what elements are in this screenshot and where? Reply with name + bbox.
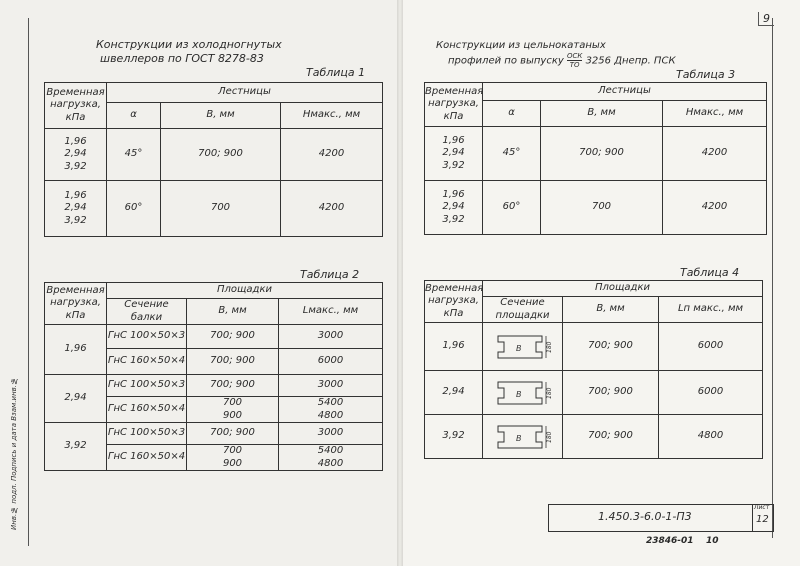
table4-l-header: Lп макс., мм [659, 297, 763, 323]
table4-section-profile [483, 323, 563, 371]
table1-loads: 1,96 2,94 3,92 [45, 129, 107, 181]
table2-section: ГнС 100×50×3 [107, 375, 187, 397]
table2-b: 700; 900 [187, 423, 279, 445]
table2-l: 3000 [279, 423, 383, 445]
profile-section-icon [492, 422, 554, 452]
profile-h-label: 180 [545, 431, 553, 443]
sheet-number: 12 [756, 514, 769, 525]
page-number: 9 [758, 12, 774, 26]
table4-b-header: В, мм [563, 297, 659, 323]
table-row [425, 371, 763, 415]
table-row [45, 325, 383, 349]
sheet-label: Лист [754, 504, 770, 511]
right-title-line1: Конструкции из цельнокатаных [436, 40, 606, 51]
profile-b-label: В [515, 433, 521, 443]
left-title-line2: швеллеров по ГОСТ 8278-83 [100, 52, 264, 65]
table3-loads: 1,96 2,94 3,92 [425, 127, 483, 181]
table2-l: 5400 4800 [279, 397, 383, 423]
table2-b: 700 900 [187, 397, 279, 423]
table4-load: 1,96 [425, 323, 483, 371]
table2-load: 1,96 [45, 325, 107, 375]
table3-load-header: Временная нагрузка, кПа [425, 83, 483, 127]
table4-l: 6000 [659, 323, 763, 371]
table2-l: 6000 [279, 349, 383, 375]
table1-alpha: 45° [107, 129, 161, 181]
table4-caption: Таблица 4 [680, 266, 740, 279]
table1-loads: 1,96 2,94 3,92 [45, 181, 107, 237]
table-row [45, 129, 383, 181]
profile-h-label: 180 [545, 341, 553, 353]
table-row [425, 127, 767, 181]
right-title-line2: профилей по выпуску ОСК ТО 3256 Днепр. ПСК [448, 52, 676, 69]
table-row [425, 323, 763, 371]
table2 [44, 282, 383, 471]
profile-section-icon [492, 332, 554, 362]
table3-alpha: 60° [483, 181, 541, 235]
title-fraction-den: ТО [569, 61, 580, 69]
table3-alpha-header: α [483, 101, 541, 127]
table2-section: ГнС 160×50×4 [107, 397, 187, 423]
table-row [45, 375, 383, 397]
left-title-line1: Конструкции из холодногнутых [96, 38, 282, 51]
table1-load-header: Временная нагрузка, кПа [45, 83, 107, 129]
table2-b-header: В, мм [187, 299, 279, 325]
table4-l: 6000 [659, 371, 763, 415]
table3-group-header: Лестницы [483, 83, 767, 101]
table2-b: 700; 900 [187, 349, 279, 375]
title-fraction-num: ОСК [567, 52, 583, 60]
profile-h-label: 180 [545, 387, 553, 399]
table2-caption: Таблица 2 [300, 268, 360, 281]
table2-l-header: Lмакс., мм [279, 299, 383, 325]
doc-code: 1.450.3-6.0-1-П3 [598, 510, 692, 523]
table1-group-header: Лестницы [107, 83, 383, 103]
table2-section: ГнС 100×50×3 [107, 423, 187, 445]
table2-section: ГнС 160×50×4 [107, 349, 187, 375]
table2-b: 700; 900 [187, 375, 279, 397]
table1-b-header: В, мм [161, 103, 281, 129]
table2-section-header: Сечение балки [107, 299, 187, 325]
archive-suffix: 10 [706, 536, 719, 546]
table3 [424, 82, 767, 235]
table4-section-profile [483, 371, 563, 415]
table-row [425, 415, 763, 459]
table3-caption: Таблица 3 [676, 68, 736, 81]
table-row [425, 181, 767, 235]
table3-h: 4200 [663, 181, 767, 235]
table4-load-header: Временная нагрузка, кПа [425, 281, 483, 323]
table2-b: 700; 900 [187, 325, 279, 349]
table4-load: 3,92 [425, 415, 483, 459]
table2-load: 2,94 [45, 375, 107, 423]
table4-b: 700; 900 [563, 415, 659, 459]
table3-b: 700; 900 [541, 127, 663, 181]
table4 [424, 280, 763, 459]
table2-section: ГнС 160×50×4 [107, 445, 187, 471]
table2-l: 5400 4800 [279, 445, 383, 471]
table3-alpha: 45° [483, 127, 541, 181]
table4-load: 2,94 [425, 371, 483, 415]
table4-group-header: Площадки [483, 281, 763, 297]
table1-caption: Таблица 1 [306, 66, 366, 79]
table4-section-header: Сечение площадки [483, 297, 563, 323]
table4-b: 700; 900 [563, 371, 659, 415]
table3-loads: 1,96 2,94 3,92 [425, 181, 483, 235]
profile-b-label: В [515, 389, 521, 399]
table2-load: 3,92 [45, 423, 107, 471]
table1-h: 4200 [281, 129, 383, 181]
table-row [45, 181, 383, 237]
table1-h: 4200 [281, 181, 383, 237]
archive-number: 23846-01 [646, 536, 694, 546]
table2-l: 3000 [279, 375, 383, 397]
table4-b: 700; 900 [563, 323, 659, 371]
table3-h-header: Нмакс., мм [663, 101, 767, 127]
table4-l: 4800 [659, 415, 763, 459]
table2-group-header: Площадки [107, 283, 383, 299]
table2-l: 3000 [279, 325, 383, 349]
table2-b: 700 900 [187, 445, 279, 471]
profile-section-icon [492, 378, 554, 408]
table1 [44, 82, 383, 237]
table2-section: ГнС 100×50×3 [107, 325, 187, 349]
table4-section-profile [483, 415, 563, 459]
table3-b: 700 [541, 181, 663, 235]
table1-b: 700 [161, 181, 281, 237]
table1-alpha-header: α [107, 103, 161, 129]
side-stamp: Инв.№ подл. Подпись и дата Взам.инв.№ [10, 376, 18, 530]
book-gutter [397, 0, 403, 566]
table1-b: 700; 900 [161, 129, 281, 181]
table2-load-header: Временная нагрузка, кПа [45, 283, 107, 325]
table3-b-header: В, мм [541, 101, 663, 127]
table1-h-header: Нмакс., мм [281, 103, 383, 129]
table3-h: 4200 [663, 127, 767, 181]
table-row [45, 423, 383, 445]
profile-b-label: В [515, 343, 521, 353]
table1-alpha: 60° [107, 181, 161, 237]
